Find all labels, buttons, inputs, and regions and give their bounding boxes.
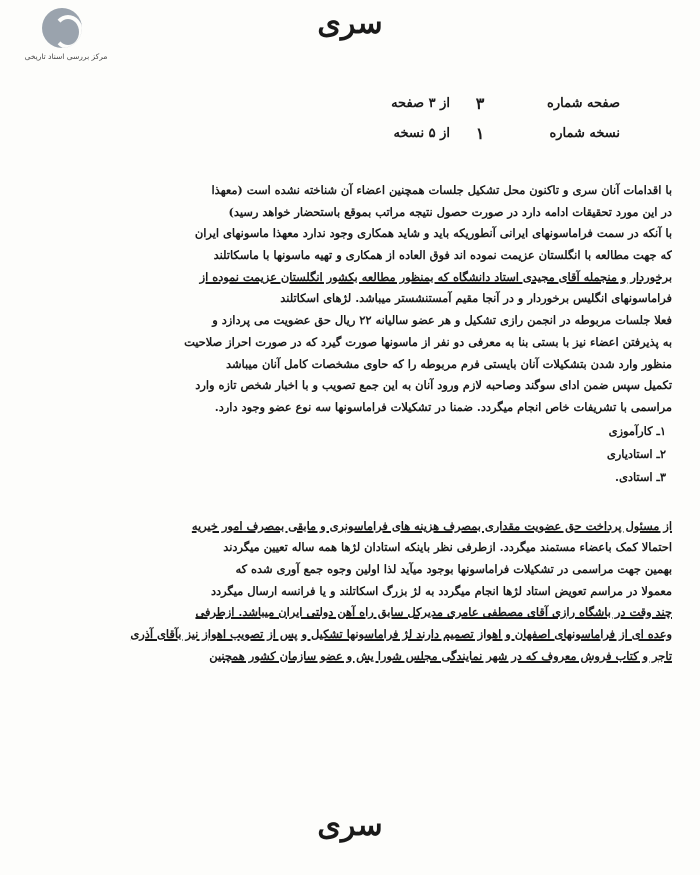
- paragraph-1: [28, 180, 672, 419]
- text-line: احتمالا کمک باعضاء مستمند میگردد. ازطرفی نظر باینکه استادان لژها همه ساله تعیین میگردند: [223, 540, 672, 555]
- page-total: از ۳ صفحه: [391, 95, 450, 111]
- text-line: با اقدامات آنان سری و تاکنون محل تشکیل جلسات همچنین اعضاء آن شناخته نشده است (معهذا: [211, 183, 672, 197]
- text-line-underlined: تاجر و کتاب فروش معروف که در شهر نمایندگی مجلس شورا یش و عضو سازمان کشور همچنین: [209, 648, 672, 663]
- text-line-underlined: چند وقت در باشگاه رازی آقای مصطفی عامری مدیرکل سابق راه آهن دولتی ایران میباشد. ازطرفی: [195, 605, 672, 620]
- text-line-underlined: وعده ای از فراماسونهای اصفهان و اهواز تصمیم دارند لژ فراماسونها تشکیل و پس از تصویب اهواز نیز بآقای آذری: [130, 627, 672, 641]
- page-number-row: [300, 88, 620, 118]
- archive-logo-text: مرکز بررسی اسناد تاریخی: [24, 52, 108, 61]
- text-line-underlined: از مسئول پرداخت حق عضویت مقداری بمصرف هزینه های فراماسونری و مابقی بمصرف امور خیریه: [191, 518, 672, 533]
- text-line: با آنکه در سمت فراماسونهای ایرانی آنطوریکه باید و شاید همکاری وجود ندارد معهذا ماسونهای ایران: [194, 226, 672, 241]
- paragraph-2: [28, 516, 672, 668]
- classification-top: سری: [317, 6, 383, 41]
- classification-bottom: سری: [317, 808, 383, 843]
- copy-total: از ۵ نسخه: [393, 125, 450, 141]
- text-line: بهمین جهت مراسمی در تشکیلات فراماسونها بوجود میآید لذا اولین وجوه جمع آوری شده که: [235, 561, 672, 576]
- document-body: [28, 180, 672, 667]
- member-types-list: [28, 421, 672, 490]
- list-item: ۲ـ استادیاری: [606, 446, 666, 461]
- text-line: مراسمی با تشریفات خاص انجام میگردد. ضمنا در تشکیلات فراماسونها سه نوع عضو وجود دارد.: [214, 399, 672, 414]
- copy-label: نسخه شماره: [549, 125, 620, 141]
- text-line-underlined: برخوردار و منجمله آقای مجیدی استاد دانشگاه که بمنظور مطالعه بکشور انگلستان عزیمت نموده از: [199, 269, 672, 284]
- list-item: ۳ـ استادی.: [615, 469, 666, 484]
- text-line: فراماسونهای انگلیس برخوردار و در آنجا مقیم آمستنشستر میباشد. لژهای اسکاتلند: [280, 291, 672, 306]
- copy-number-row: [300, 118, 620, 148]
- page-number: ۳: [475, 93, 485, 113]
- text-line: در این مورد تحقیقات ادامه دارد در صورت حصول نتیجه مراتب بموقع باستحضار خواهد رسید): [228, 204, 672, 219]
- page-label: صفحه شماره: [547, 95, 620, 111]
- text-line: تکمیل سپس ضمن ادای سوگند وصاحبه لازم ورود آنان به این جمع تصویب و با اخبار شخص تازه وارد: [195, 378, 672, 393]
- text-line: به پذیرفتن اعضاء نیز با بستی بنا به معرفی دو نفر از ماسونها صورت گیرد که در صورت احراز صلاحیت: [184, 334, 672, 349]
- page-metadata: [300, 88, 620, 148]
- text-line: معمولا در مراسم تعویض استاد لژها انجام میگردد به لژ بزرگ اسکاتلند و یا فرانسه ارسال میگردد: [210, 583, 672, 598]
- text-line: منظور وارد شدن بتشکیلات آنان بایستی فرم مربوطه را که حاوی مشخصات کامل آنان میباشد: [226, 356, 672, 371]
- text-line: که جهت مطالعه با انگلستان عزیمت نموده اند فوق العاده از همکاری و تهیه ماسونها با ماسکاتلند: [213, 248, 672, 263]
- text-line: فعلا جلسات مربوطه در انجمن رازی تشکیل و هر عضو سالیانه ۲۲ ریال حق عضویت می پردازد و: [212, 313, 672, 328]
- copy-number: ۱: [475, 123, 485, 143]
- list-item: ۱ـ کارآموزی: [608, 423, 666, 438]
